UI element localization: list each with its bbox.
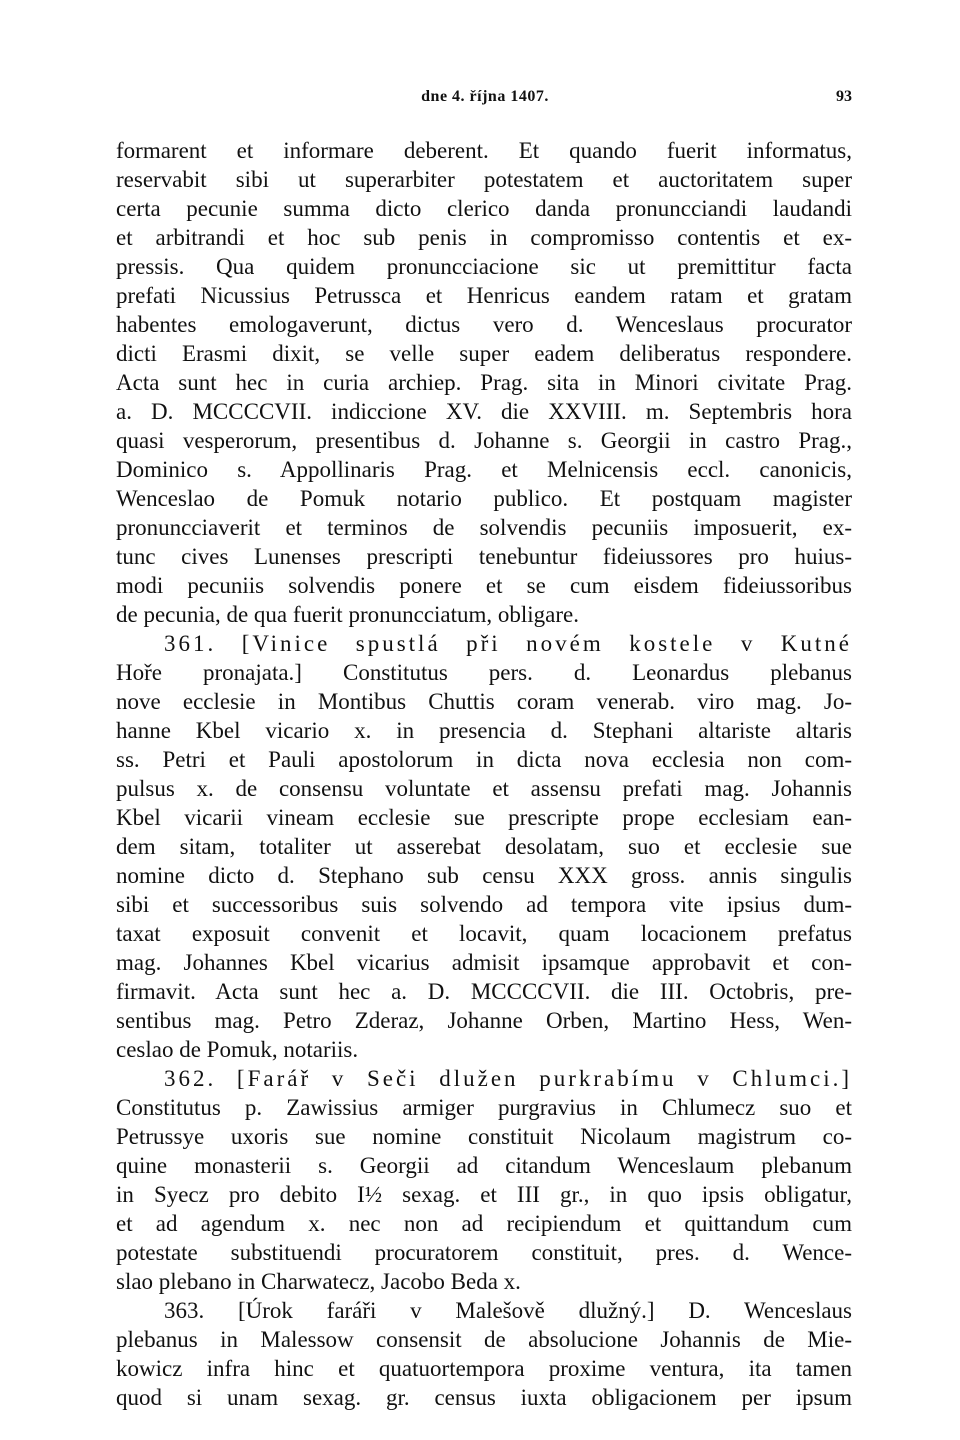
text-line: reservabit sibi ut superarbiter potestatem et auctoritatem super [116,167,852,192]
text-line: nove ecclesie in Montibus Chuttis coram venerab. viro mag. Jo- [116,689,852,714]
text-line: et ad agendum x. nec non ad recipiendum et quittandum cum [116,1211,852,1236]
text-line: slao plebano in Charwatecz, Jacobo Beda x. [116,1269,521,1294]
text-line: potestate substituendi procuratorem constituit, pres. d. Wence- [116,1240,852,1265]
text-line: Hoře pronajata.] Constitutus pers. d. Leonardus plebanus [116,660,852,685]
text-line: in Syecz pro debito I½ sexag. et III gr., in quo ipsis obligatur, [116,1182,852,1207]
text-line: de pecunia, de qua fuerit pronuncciatum, obligare. [116,602,580,627]
text-line: Kbel vicarii vineam ecclesie sue prescripte prope ecclesiam ean- [116,805,852,830]
body-text [116,136,852,1412]
text-line: quasi vesperorum, presentibus d. Johanne s. Georgii in castro Prag., [116,428,852,453]
page-number: 93 [836,88,852,105]
text-line: taxat exposuit convenit et locavit, quam locacionem prefatus [116,921,852,946]
text-line: quod si unam sexag. gr. census iuxta obligacionem per ipsum [116,1385,852,1410]
text-line: quine monasterii s. Georgii ad citandum Wenceslaum plebanum [116,1153,852,1178]
page-header [118,88,852,114]
text-line: mag. Johannes Kbel vicarius admisit ipsamque approbavit et con- [116,950,852,975]
text-line: pronuncciaverit et terminos de solvendis pecuniis imposuerit, ex- [116,515,852,540]
text-line: et arbitrandi et hoc sub penis in compromisso contentis et ex- [116,225,852,250]
text-line: pressis. Qua quidem pronuncciacione sic ut premittitur facta [116,254,852,279]
text-line: modi pecuniis solvendis ponere et se cum eisdem fideiussoribus [116,573,852,598]
text-line: Constitutus p. Zawissius armiger purgravius in Chlumecz suo et [116,1095,852,1120]
text-line: Acta sunt hec in curia archiep. Prag. sita in Minori civitate Prag. [116,370,852,395]
text-line: pulsus x. de consensu voluntate et assensu prefati mag. Johannis [116,776,852,801]
text-line: hanne Kbel vicario x. in presencia d. Stephani altariste altaris [116,718,852,743]
text-line: firmavit. Acta sunt hec a. D. MCCCCVII. die III. Octobris, pre- [116,979,852,1004]
text-line: sibi et successoribus suis solvendo ad tempora vite ipsius dum- [116,892,852,917]
running-head: dne 4. října 1407. [421,88,549,105]
text-line: Petrussye uxoris sue nomine constituit Nicolaum magistrum co- [116,1124,852,1149]
text-line: ceslao de Pomuk, notariis. [116,1037,359,1062]
text-line: dem sitam, totaliter ut asserebat desolatam, suo et ecclesie sue [116,834,852,859]
entry-heading-363: 363. [Úrok faráři v Malešově dlužný.] D. Wenceslaus [164,1298,852,1323]
entry-heading-361: 361. [Vinice spustlá při novém kostele v Kutné [164,631,852,656]
text-line: dicti Erasmi dixit, se velle super eadem deliberatus respondere. [116,341,852,366]
text-line: Wenceslao de Pomuk notario publico. Et postquam magister [116,486,852,511]
text-line: plebanus in Malessow consensit de absolucione Johannis de Mie- [116,1327,852,1352]
text-line: a. D. MCCCCVII. indiccione XV. die XXVIII. m. Septembris hora [116,399,852,424]
text-line: nomine dicto d. Stephano sub censu XXX gross. annis singulis [116,863,852,888]
text-line: kowicz infra hinc et quatuortempora proxime ventura, ita tamen [116,1356,852,1381]
text-line: habentes emologaverunt, dictus vero d. Wenceslaus procurator [116,312,852,337]
text-line: tunc cives Lunenses prescripti tenebuntur fideiussores pro huius- [116,544,852,569]
text-line: Dominico s. Appollinaris Prag. et Melnicensis eccl. canonicis, [116,457,852,482]
text-line: sentibus mag. Petro Zderaz, Johanne Orben, Martino Hess, Wen- [116,1008,852,1033]
text-line: ss. Petri et Pauli apostolorum in dicta nova ecclesia non com- [116,747,852,772]
text-line: formarent et informare deberent. Et quando fuerit informatus, [116,138,852,163]
text-line: prefati Nicussius Petrussca et Henricus eandem ratam et gratam [116,283,852,308]
entry-heading-362: 362. [Farář v Seči dlužen purkrabímu v Chlumci.] [164,1066,852,1091]
text-line: certa pecunie summa dicto clerico danda pronuncciandi laudandi [116,196,852,221]
